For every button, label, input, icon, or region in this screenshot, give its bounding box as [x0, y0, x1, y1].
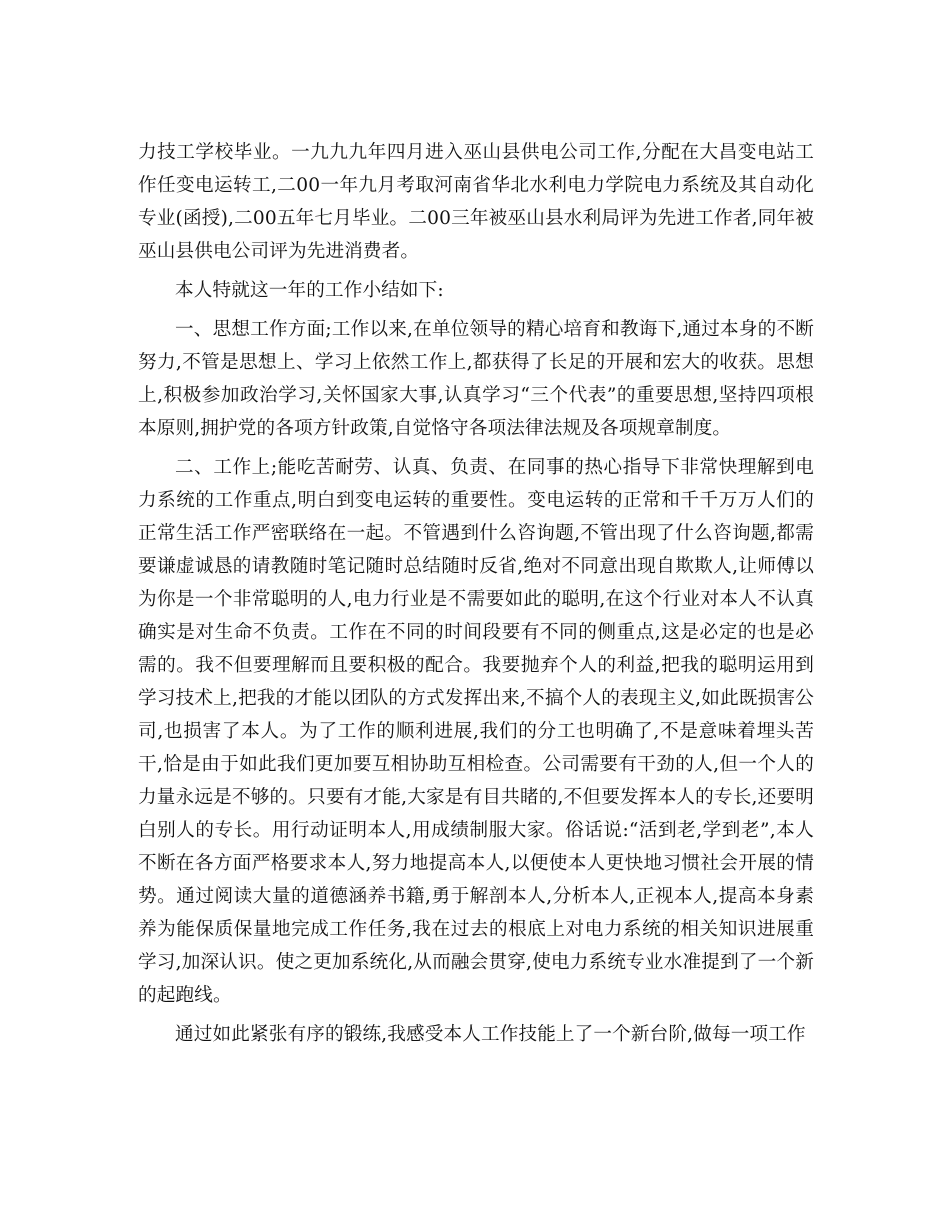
- body-text: [138, 136, 814, 1057]
- paragraph-summary-intro: 本人特就这一年的工作小结如下:: [175, 280, 444, 301]
- paragraph-ideology: 一、思想工作方面;工作以来,在单位领导的精心培育和教诲下,通过本身的不断努力,不管是思想上、学习上依然工作上,都获得了长足的开展和宏大的收获。思想上,积极参加政治学习,关怀国家大事,认真学习“三个代表”的重要思想,坚持四项根本原则,拥护党的各项方针政策,自觉恪守各项法律法规及各项规章制度。: [138, 319, 814, 439]
- paragraph-education: 力技工学校毕业。一九九九年四月进入巫山县供电公司工作,分配在大昌变电站工作任变电运转工,二00一年九月考取河南省华北水利电力学院电力系统及其自动化专业(函授),二00五年七月毕业。二00三年被巫山县水利局评为先进工作者,同年被巫山县供电公司评为先进消费者。: [138, 142, 814, 262]
- paragraph-work: 二、工作上;能吃苦耐劳、认真、负责、在同事的热心指导下非常快理解到电力系统的工作重点,明白到变电运转的重要性。变电运转的正常和千千万万人们的正常生活工作严密联络在一起。不管遇到什么咨询题,不管出现了什么咨询题,都需要谦虚诚恳的请教随时笔记随时总结随时反省,绝对不同意出现自欺欺人,让师傅以为你是一个非常聪明的人,电力行业是不需要如此的聪明,在这个行业对本人不认真确实是对生命不负责。工作在不同的时间段要有不同的侧重点,这是必定的也是必需的。我不但要理解而且要积极的配合。我要抛弃个人的利益,把我的聪明运用到学习技术上,把我的才能以团队的方式发挥出来,不搞个人的表现主义,如此既损害公司,也损害了本人。为了工作的顺利进展,我们的分工也明确了,不是意味着埋头苦干,恰是由于如此我们更加要互相协助互相检查。公司需要有干劲的人,但一个人的力量永远是不够的。只要有才能,大家是有目共睹的,不但要发挥本人的专长,还要明白别人的专长。用行动证明本人,用成绩制服大家。俗话说:“活到老,学到老”,本人不断在各方面严格要求本人,努力地提高本人,以便使本人更快地习惯社会开展的情势。通过阅读大量的道德涵养书籍,勇于解剖本人,分析本人,正视本人,提高本身素养为能保质保量地完成工作任务,我在过去的根底上对电力系统的相关知识进展重学习,加深认识。使之更加系统化,从而融会贯穿,使电力系统专业水准提到了一个新的起跑线。: [138, 457, 814, 1006]
- paragraph-training: 通过如此紧张有序的锻练,我感受本人工作技能上了一个新台阶,做每一项工作: [175, 1024, 806, 1045]
